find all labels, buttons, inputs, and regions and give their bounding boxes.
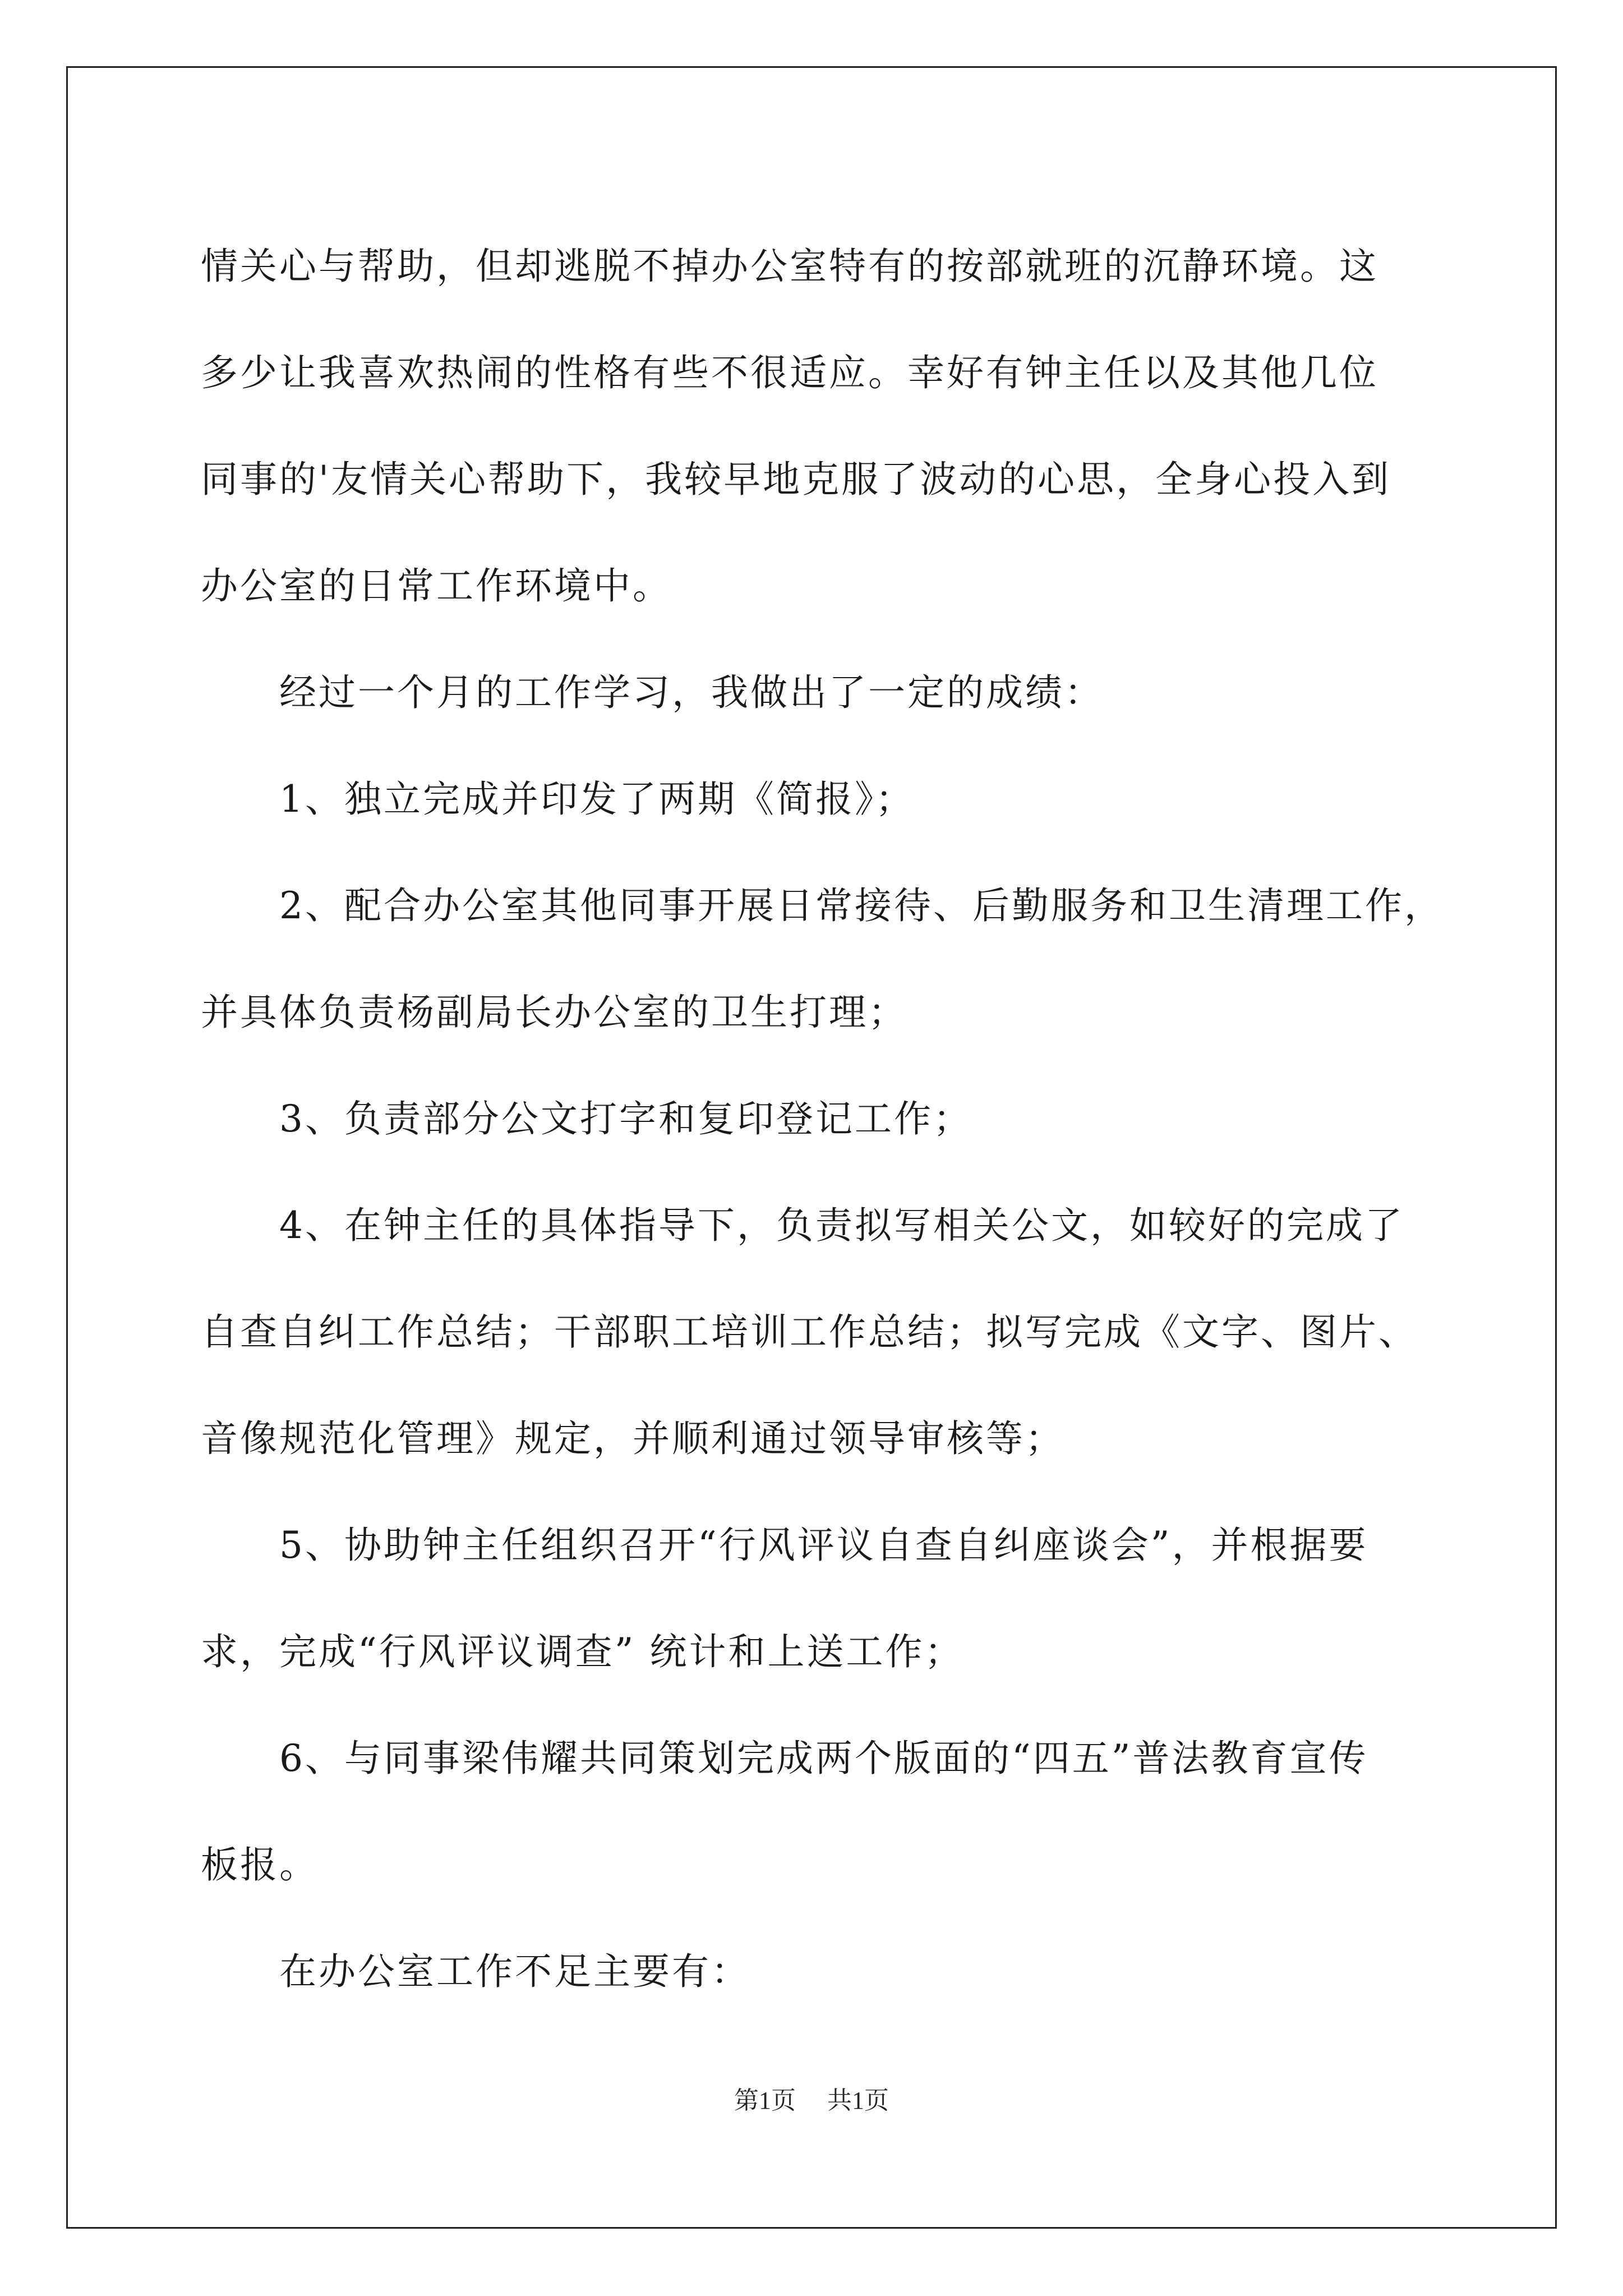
text-line: 自查自纠工作总结；干部职工培训工作总结；拟写完成《文字、图片、: [201, 1310, 1418, 1354]
list-item-4: 4、在钟主任的具体指导下，负责拟写相关公文，如较好的完成了: [279, 1204, 1404, 1247]
text-line: 多少让我喜欢热闹的性格有些不很适应。幸好有钟主任以及其他几位: [201, 351, 1378, 394]
page-footer: [0, 2080, 1623, 2116]
list-item-1: 1、独立完成并印发了两期《简报》；: [279, 777, 915, 821]
text-line: 音像规范化管理》规定，并顺利通过领导审核等；: [201, 1417, 1064, 1460]
document-body: [201, 213, 1444, 2025]
list-item-6: 6、与同事梁伟耀共同策划完成两个版面的“四五”普法教育宣传: [279, 1737, 1368, 1780]
page-number-total: 共1页: [827, 2087, 889, 2114]
page-number-current: 第1页: [734, 2087, 796, 2114]
text-line: 情关心与帮助，但却逃脱不掉办公室特有的按部就班的沉静环境。这: [201, 245, 1378, 288]
paragraph-intro: 经过一个月的工作学习，我做出了一定的成绩：: [279, 671, 1104, 714]
list-item-5: 5、协助钟主任组织召开“行风评议自查自纠座谈会”，并根据要: [279, 1524, 1368, 1567]
text-line: 板报。: [201, 1843, 319, 1887]
list-item-3: 3、负责部分公文打字和复印登记工作；: [279, 1097, 972, 1140]
text-line: 并具体负责杨副局长办公室的卫生打理；: [201, 991, 907, 1034]
list-item-2: 2、配合办公室其他同事开展日常接待、后勤服务和卫生清理工作，: [279, 884, 1444, 927]
paragraph-shortcomings: 在办公室工作不足主要有：: [279, 1950, 750, 1993]
text-line: 办公室的日常工作环境中。: [201, 564, 672, 608]
text-line: 求，完成“行风评议调查” 统计和上送工作；: [201, 1630, 964, 1673]
text-line: 同事的'友情关心帮助下，我较早地克服了波动的心思，全身心投入到: [201, 458, 1391, 501]
